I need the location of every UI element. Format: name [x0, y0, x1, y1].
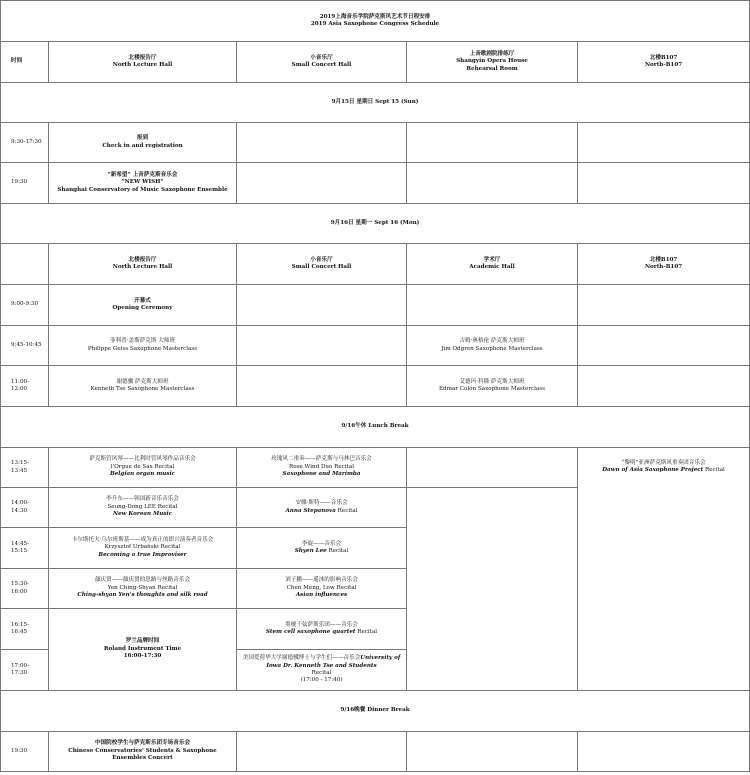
- event-en: Philippe Geiss Saxophone Masterclass: [87, 345, 198, 352]
- event-italic: Shyen Lee: [294, 548, 327, 554]
- empty-cell: [237, 326, 407, 366]
- event-cn: 菲利普·盖斯萨克斯 大师班: [109, 338, 176, 345]
- event-registration: [49, 123, 237, 163]
- time-cell: 14:45-15:15: [1, 528, 49, 569]
- event-en: Edmar Colon Saxophone Masterclass: [438, 386, 546, 392]
- event-en: Opening Ceremony: [112, 305, 173, 311]
- event-en: Chen Meng, Low Recital: [286, 584, 357, 591]
- event-italic: Stem cell saxophone quartet: [265, 629, 356, 635]
- header-time: 时间: [1, 42, 49, 83]
- empty-cell: [237, 163, 407, 204]
- event-cn: 安娜·斯特——音乐会: [295, 500, 348, 507]
- empty-cell: [578, 163, 750, 204]
- event-iowa-students: [237, 650, 407, 691]
- event-italic: University of Iowa Dr. Kenneth Tse and Students: [266, 655, 401, 669]
- day-section-row: [1, 204, 750, 244]
- header-row: [1, 42, 750, 83]
- event-subtitle: Becoming a true Improviser: [98, 551, 187, 558]
- event-geiss-masterclass: [49, 326, 237, 366]
- event-cn-line: [240, 655, 403, 670]
- header-small-concert-hall: [237, 244, 407, 285]
- event-cn: 艾德玛·科隆 萨克斯大师班: [459, 378, 525, 385]
- event-anna-stepanova: [237, 488, 407, 528]
- event-subtitle: Ching-shyan Yen’s thoughts and silk road: [77, 592, 208, 599]
- event-cn: 李升东——韩国新音乐音乐会: [106, 496, 179, 503]
- header-cn: 小音乐厅: [310, 54, 333, 61]
- event-en: Shanghai Conservatory of Music Saxophone Ensemble: [57, 186, 228, 193]
- header-en: North-B107: [644, 62, 683, 68]
- header-cn: 北楼报告厅: [128, 54, 157, 61]
- event-en: Yen Ching-Shyan Recital: [107, 584, 178, 591]
- lunch-break-label: 9/16午休 Lunch Break: [1, 407, 750, 448]
- event-cn: 李旋——音乐会: [301, 540, 342, 547]
- empty-cell: [407, 163, 578, 204]
- header-north-lecture-hall: [49, 42, 237, 83]
- empty-cell: [407, 123, 578, 163]
- event-opening-ceremony: [49, 285, 237, 326]
- event-cn: 吉姆·奥格伦 萨克斯大师班: [459, 338, 525, 345]
- event-cn: 卡尔斯托夫·乌尔班斯基——成为真正的即兴演奏者音乐会: [71, 536, 214, 543]
- event-en: Roland Instrument Time: [103, 645, 182, 652]
- header-en: Small Concert Hall: [291, 62, 352, 68]
- time-cell: 13:15-13:45: [1, 448, 49, 488]
- header-row: [1, 244, 750, 285]
- table-row: [1, 448, 750, 488]
- event-time: (17:00 - 17:40): [300, 677, 343, 684]
- event-cn: “黎明”亚洲萨克斯风重奏团音乐会: [621, 460, 706, 466]
- event-en: Chinese Conservatories' Students & Saxophone Ensembles Concert: [68, 747, 217, 762]
- event-chinese-conservatories-concert: [49, 732, 237, 772]
- day-section-row: [1, 83, 750, 123]
- title-row: [1, 1, 750, 42]
- empty-cell: [1, 244, 49, 285]
- time-cell: 9:45-10:45: [1, 326, 49, 366]
- time-cell: 9:30-17:30: [1, 123, 49, 163]
- event-en: [240, 508, 403, 515]
- header-cn: 上音歌剧院排练厅: [469, 50, 515, 57]
- event-suffix: Recital: [703, 467, 725, 474]
- header-cn: 小音乐厅: [310, 256, 333, 263]
- empty-cell: [237, 123, 407, 163]
- header-cn: 北楼报告厅: [128, 256, 157, 263]
- header-north-lecture-hall: [49, 244, 237, 285]
- event-seung-dong-lee: [49, 488, 237, 528]
- empty-cell: [407, 448, 578, 488]
- event-new-wish-concert: [49, 163, 237, 204]
- empty-cell: [407, 732, 578, 772]
- time-cell: 11:00-12:00: [1, 366, 49, 407]
- event-italic: Anna Stepanova: [285, 507, 336, 514]
- event-chen-meng-low: [237, 569, 407, 609]
- event-time: 16:00-17:30: [123, 653, 162, 660]
- empty-cell: [237, 732, 407, 772]
- event-en: l’Orgue de Sax Recital: [110, 463, 175, 470]
- event-stem-cell-quartet: [237, 609, 407, 650]
- title-en: 2019 Asia Saxophone Congress Schedule: [310, 21, 440, 27]
- event-cn: 刘子鹏——遥沐的影响音乐会: [285, 577, 358, 584]
- event-orgue-de-sax: [49, 448, 237, 488]
- day-label-sept15: 9月15日 星期日 Sept 15 (Sun): [1, 83, 750, 123]
- event-shyen-lee: [237, 528, 407, 569]
- time-cell: 16:15-16:45: [1, 609, 49, 650]
- time-cell: 19:30: [1, 732, 49, 772]
- event-subtitle: Belgian organ music: [110, 471, 175, 478]
- event-en: Seung-Dong LEE Recital: [107, 503, 178, 510]
- header-en: Shangyin Opera House: [456, 58, 528, 65]
- event-en: Kenneth Tse Saxophone Masterclass: [90, 386, 195, 392]
- event-en: Check in and registration: [102, 142, 183, 149]
- time-cell: 14:00-14:30: [1, 488, 49, 528]
- header-en: North Lecture Hall: [112, 264, 173, 270]
- event-suffix: Recital: [335, 507, 358, 514]
- event-en: Krzysztof Urbański Recital: [104, 544, 181, 551]
- event-suffix: Recital: [326, 548, 349, 554]
- header-cn: 北楼B107: [649, 256, 678, 263]
- empty-cell: [237, 285, 407, 326]
- header-opera-rehearsal-room: [407, 42, 578, 83]
- event-subtitle: Asian influences: [295, 592, 348, 599]
- header-en: North Lecture Hall: [112, 62, 173, 68]
- header-en: Small Concert Hall: [291, 264, 352, 270]
- table-row: [1, 366, 750, 407]
- event-cn: 墨梗干弦萨斯乐团——音乐会: [285, 621, 358, 628]
- event-odgren-masterclass: [407, 326, 578, 366]
- time-cell: 9:00-9:30: [1, 285, 49, 326]
- empty-cell: [578, 285, 750, 326]
- page-title: [1, 1, 750, 42]
- event-cn: 顔庆贤——顔庆贤的思路与丝路音乐会: [94, 577, 191, 584]
- event-cn: 罗兰品牌时间: [125, 638, 160, 645]
- empty-cell: [407, 285, 578, 326]
- event-en: [581, 467, 746, 474]
- event-cn: 报到: [136, 135, 149, 142]
- event-en: [240, 629, 403, 636]
- time-cell: 19:30: [1, 163, 49, 204]
- table-row: [1, 326, 750, 366]
- event-en: Rose Wind Duo Recital: [289, 463, 354, 470]
- event-cn: 萨克斯管风琴——比利时管风琴作品音乐会: [89, 456, 196, 463]
- empty-cell: [578, 732, 750, 772]
- break-row: [1, 407, 750, 448]
- event-colon-masterclass: [407, 366, 578, 407]
- event-dawn-of-asia: [578, 448, 750, 691]
- table-row: [1, 732, 750, 772]
- event-rose-wind-duo: [237, 448, 407, 488]
- event-yen-ching-shyan: [49, 569, 237, 609]
- dinner-break-label: 9/16晚餐 Dinner Break: [1, 691, 750, 732]
- event-italic: Dawn of Asia Saxophone Project: [602, 467, 704, 474]
- empty-cell: [578, 326, 750, 366]
- table-row: [1, 285, 750, 326]
- table-row: [1, 163, 750, 204]
- header-cn: 北楼B107: [649, 54, 678, 61]
- event-cn: 玫瑰风二重奏——萨克斯与马林巴音乐会: [271, 456, 372, 463]
- empty-cell: [578, 123, 750, 163]
- event-cn: 谢德骥 萨克斯大师班: [116, 378, 169, 385]
- event-cn: 美国爱荷华大学谢德骥博士与学生们——音乐会: [242, 655, 361, 662]
- event-cn: 开幕式: [134, 297, 151, 304]
- title-cn: 2019上海音乐学院萨克斯风艺术节日程安排: [319, 13, 431, 20]
- event-cn: 中国院校学生与萨克斯乐团专场音乐会: [94, 740, 191, 747]
- header-small-concert-hall: [237, 42, 407, 83]
- header-en: Academic Hall: [469, 264, 515, 270]
- event-en: [240, 548, 403, 555]
- break-row: [1, 691, 750, 732]
- event-roland-time: [49, 609, 237, 691]
- empty-cell: [578, 366, 750, 407]
- header-cn: 学术厅: [483, 256, 501, 263]
- time-cell: 15:30-16:00: [1, 569, 49, 609]
- header-north-b107: [578, 42, 750, 83]
- event-subtitle: Saxophone and Marimba: [282, 471, 361, 478]
- empty-cell: [407, 488, 578, 691]
- day-label-sept16: 9月16日 星期一 Sept 16 (Mon): [1, 204, 750, 244]
- header-academic-hall: [407, 244, 578, 285]
- empty-cell: [237, 366, 407, 407]
- event-subtitle: New Korean Music: [113, 511, 172, 518]
- time-cell: 17:00-17:30: [1, 650, 49, 691]
- table-row: [1, 123, 750, 163]
- header-en: Rehearsal Room: [466, 65, 518, 72]
- header-north-b107: [578, 244, 750, 285]
- event-suffix: Recital: [355, 629, 378, 635]
- event-cn: “新希望” 上音萨克斯音乐会: [107, 171, 178, 178]
- header-en: North-B107: [644, 264, 683, 270]
- event-urbanski: [49, 528, 237, 569]
- event-en: Recital: [311, 670, 332, 676]
- event-en: “NEW WISH”: [121, 179, 164, 186]
- event-tse-masterclass: [49, 366, 237, 407]
- event-en: Jim Odgren Saxophone Masterclass: [441, 345, 543, 352]
